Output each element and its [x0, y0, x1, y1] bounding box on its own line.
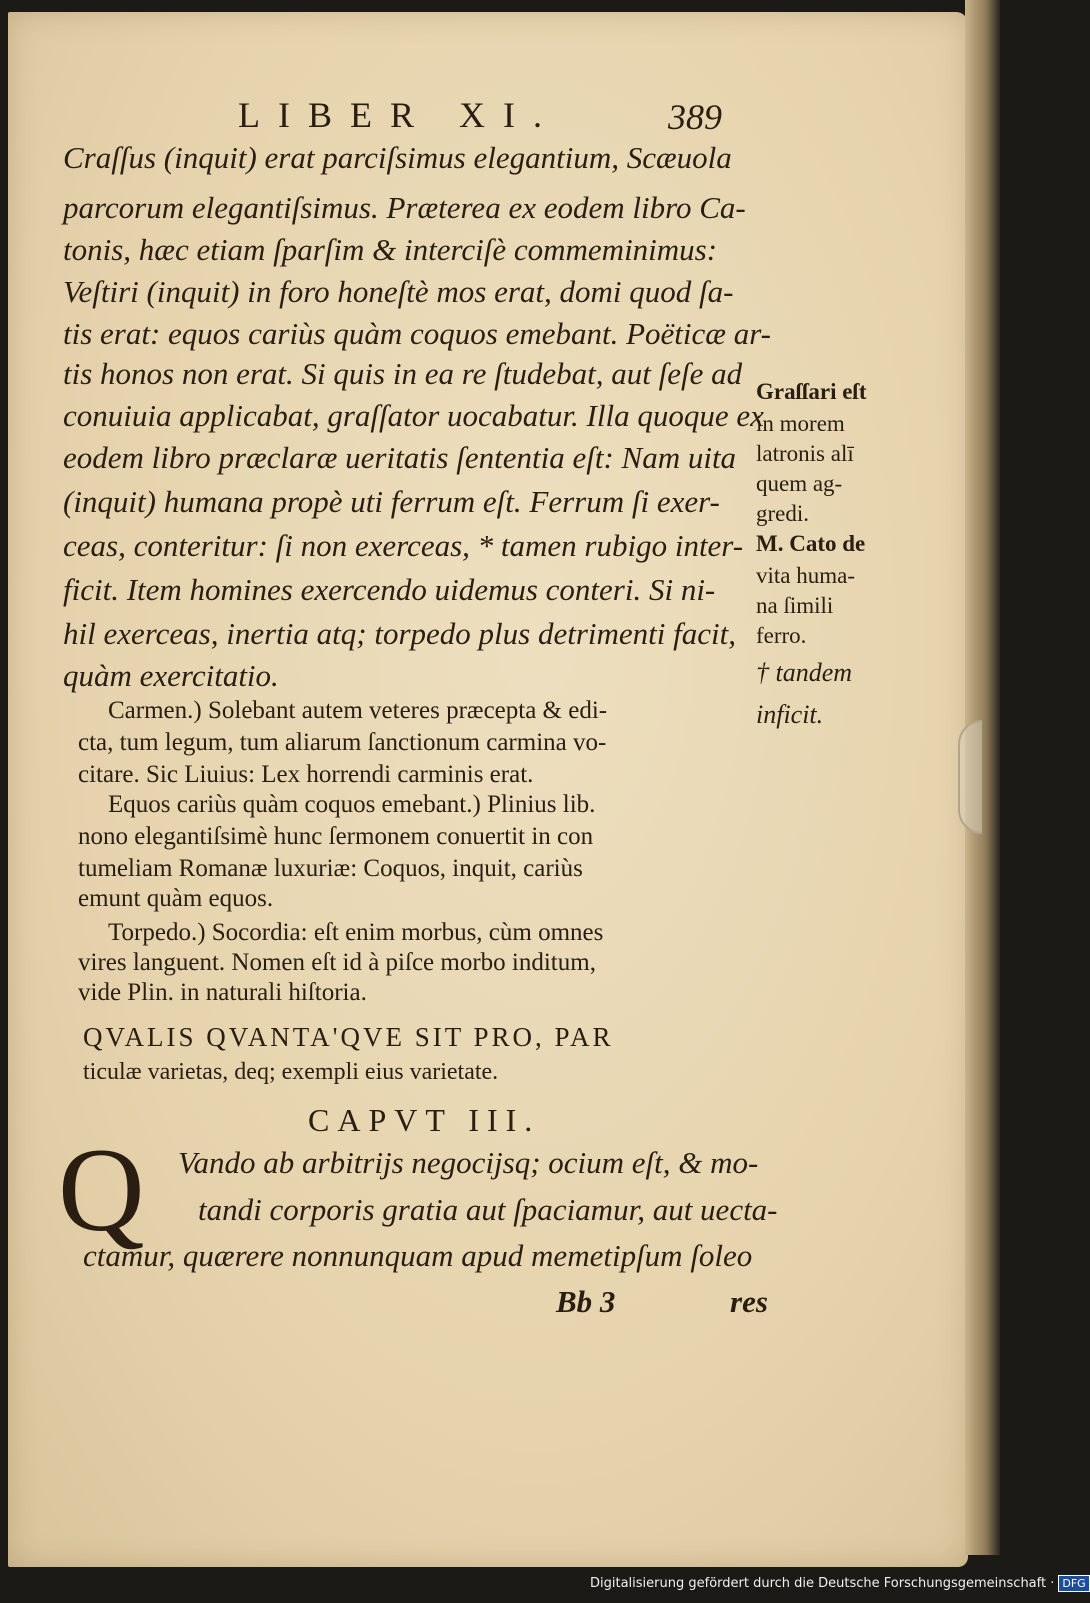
- sidenote-line: latronis alī: [756, 441, 854, 466]
- chapter-text-line: tandi corporis gratia aut ſpaciamur, aut uecta-: [198, 1192, 778, 1227]
- page-clip: [958, 720, 982, 834]
- main-text-line: tis honos non erat. Si quis in ea re ſtudebat, aut ſeſe ad: [63, 356, 743, 391]
- catchword: res: [730, 1284, 768, 1319]
- main-text-line: hil exerceas, inertia atq; torpedo plus detrimenti facit,: [63, 616, 736, 651]
- sidenote-line: vita huma-: [756, 563, 855, 588]
- sidenote-line: inficit.: [756, 700, 824, 729]
- book-page: [8, 12, 968, 1567]
- main-text-line: tis erat: equos cariùs quàm coquos emebant. Poëticæ ar-: [63, 316, 771, 351]
- main-text-line: eodem libro præclaræ ueritatis ſententia eſt: Nam uita: [63, 440, 737, 475]
- note-line: tumeliam Romanæ luxuriæ: Coquos, inquit, cariùs: [78, 855, 583, 882]
- note-line: cta, tum legum, tum aliarum ſanctionum carmina vo-: [78, 729, 607, 756]
- main-text-line: parcorum elegantiſsimus. Præterea ex eodem libro Ca-: [63, 190, 746, 225]
- sidenote-line: † tandem: [756, 658, 853, 687]
- sidenote-line: ferro.: [756, 623, 807, 648]
- digitization-credit: [590, 1575, 1090, 1592]
- page-number: 389: [668, 97, 722, 137]
- section-heading-line: QVALIS QVANTA'QVE SIT PRO, PAR: [83, 1022, 614, 1052]
- sidenote-line: Graſſari eſt: [756, 379, 867, 404]
- note-line: Torpedo.) Socordia: eſt enim morbus, cùm omnes: [108, 919, 604, 946]
- decorated-initial: Q: [58, 1123, 145, 1256]
- main-text-line: Veſtiri (inquit) in foro honeſtè mos erat, domi quod ſa-: [63, 274, 734, 309]
- main-text-line: quàm exercitatio.: [63, 658, 279, 693]
- note-line: vires languent. Nomen eſt id à piſce morbo inditum,: [78, 949, 596, 976]
- main-text-line: ceas, conteritur: ſi non exerceas, * tamen rubigo inter-: [63, 528, 744, 563]
- note-line: citare. Sic Liuius: Lex horrendi carminis erat.: [78, 761, 534, 788]
- note-line: vide Plin. in naturali hiſtoria.: [78, 979, 367, 1006]
- note-line: emunt quàm equos.: [78, 885, 274, 912]
- sidenote-line: gredi.: [756, 501, 810, 526]
- running-title: LIBER XI.: [238, 95, 560, 135]
- note-line: nono elegantiſsimè hunc ſermonem conuertit in con: [78, 823, 594, 850]
- credit-text: Digitalisierung gefördert durch die Deutsche Forschungsgemeinschaft ·: [590, 1576, 1055, 1591]
- section-heading-line: ticulæ varietas, deq; exempli eius varietate.: [83, 1059, 499, 1085]
- note-line: Equos cariùs quàm coquos emebant.) Plinius lib.: [108, 791, 596, 818]
- chapter-text-line: Vando ab arbitrijs negocijsq; ocium eſt, & mo-: [178, 1145, 759, 1180]
- chapter-text-line: ctamur, quærere nonnunquam apud memetipſum ſoleo: [83, 1238, 753, 1273]
- signature-mark: Bb 3: [556, 1284, 616, 1319]
- chapter-heading: CAPVT III.: [308, 1102, 541, 1138]
- main-text-line: (inquit) humana propè uti ferrum eſt. Ferrum ſi exer-: [63, 484, 720, 519]
- sidenote-line: in morem: [756, 411, 845, 436]
- note-line: Carmen.) Solebant autem veteres præcepta & edi-: [108, 697, 608, 724]
- main-text-line: ficit. Item homines exercendo uidemus conteri. Si ni-: [63, 572, 716, 607]
- sidenote-line: na ſimili: [756, 593, 834, 618]
- sidenote-line: quem ag-: [756, 471, 843, 496]
- dfg-logo: DFG: [1058, 1575, 1089, 1592]
- main-text-line: conuiuia applicabat, graſſator uocabatur. Illa quoque ex: [63, 398, 764, 433]
- main-text-line: tonis, hæc etiam ſparſim & interciſè commeminimus:: [63, 232, 718, 267]
- sidenote-line: M. Cato de: [756, 531, 866, 556]
- main-text-line: Craſſus (inquit) erat parciſsimus elegantium, Scæuola: [63, 140, 732, 175]
